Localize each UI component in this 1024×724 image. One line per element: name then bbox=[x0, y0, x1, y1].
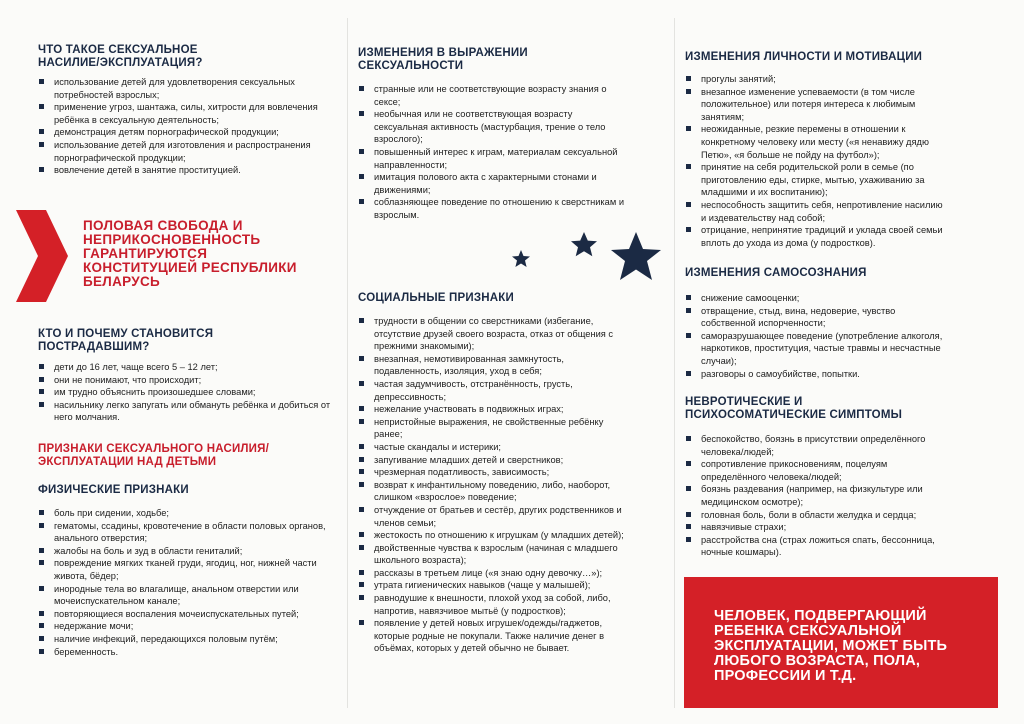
list-item: имитация полового акта с характерными стонами и движениями; bbox=[358, 171, 628, 196]
list-item: внезапная, немотивированная замкнутость, подавленность, изоляция, уход в себя; bbox=[358, 353, 628, 378]
list-item: демонстрация детям порнографической продукции; bbox=[38, 126, 338, 139]
red-arrow-icon bbox=[16, 210, 76, 302]
list-item: гематомы, ссадины, кровотечение в области половых органов, анального отверстия; bbox=[38, 520, 338, 545]
list-item: жалобы на боль и зуд в области гениталий; bbox=[38, 545, 338, 558]
list-item: беременность. bbox=[38, 646, 338, 659]
warning-banner-text: ЧЕЛОВЕК, ПОДВЕРГАЮЩИЙ РЕБЕНКА СЕКСУАЛЬНОЙ ЭКСПЛУАТАЦИИ, МОЖЕТ БЫТЬ ЛЮБОГО ВОЗРАСТА, ПОЛА, ПРОФЕССИИ И Т.Д. bbox=[714, 608, 948, 684]
section-title: ПРИЗНАКИ СЕКСУАЛЬНОГО НАСИЛИЯ/ЭКСПЛУАТАЦИИ НАД ДЕТЬМИ bbox=[38, 443, 270, 468]
list-item: равнодушие к внешности, плохой уход за собой, либо, напротив, навязчивое мытьё (у подростков); bbox=[358, 592, 628, 617]
list-item: прогулы занятий; bbox=[685, 73, 947, 86]
list-item: отчуждение от братьев и сестёр, других родственников и членов семьи; bbox=[358, 504, 628, 529]
section-title: ИЗМЕНЕНИЯ В ВЫРАЖЕНИИ СЕКСУАЛЬНОСТИ bbox=[358, 47, 528, 72]
list-item: возврат к инфантильному поведению, либо, наоборот, слишком «взрослое» поведение; bbox=[358, 479, 628, 504]
section-physical bbox=[38, 484, 338, 658]
list-item: неожиданные, резкие перемены в отношении к конкретному человеку или месту («я ненавижу дядю Петю», «я больше не пойду на футбол»); bbox=[685, 123, 947, 161]
list-item: боязнь раздевания (например, на физкультуре или медицинском осмотре); bbox=[685, 483, 947, 508]
list-item: сопротивление прикосновениям, поцелуям определённого человека/людей; bbox=[685, 458, 947, 483]
section-personality bbox=[685, 51, 947, 249]
bullet-list bbox=[358, 315, 628, 655]
medium-star-icon bbox=[571, 232, 597, 256]
list-item: жестокость по отношению к игрушкам (у младших детей); bbox=[358, 529, 628, 542]
list-item: применение угроз, шантажа, силы, хитрости для вовлечения ребёнка в сексуальную деятельность; bbox=[38, 101, 338, 126]
list-item: боль при сидении, ходьбе; bbox=[38, 507, 338, 520]
section-title: ИЗМЕНЕНИЯ САМОСОЗНАНИЯ bbox=[685, 267, 867, 279]
section-sexuality bbox=[358, 47, 628, 222]
list-item: разговоры о самоубийстве, попытки. bbox=[685, 368, 947, 381]
list-item: необычная или не соответствующая возрасту сексуальная активность (мастурбация, трение о тело взрослого); bbox=[358, 108, 628, 146]
list-item: повреждение мягких тканей груди, ягодиц, ног, нижней части живота, бёдер; bbox=[38, 557, 338, 582]
list-item: чрезмерная податливость, зависимость; bbox=[358, 466, 628, 479]
list-item: принятие на себя родительской роли в семье (по приготовлению еды, стирке, мытью, ухаживанию за младшими и их воспитанию); bbox=[685, 161, 947, 199]
section-title: СОЦИАЛЬНЫЕ ПРИЗНАКИ bbox=[358, 292, 514, 304]
stars-decoration bbox=[508, 228, 668, 298]
bullet-list bbox=[38, 361, 338, 424]
section-what-is bbox=[38, 44, 338, 177]
list-item: навязчивые страхи; bbox=[685, 521, 947, 534]
list-item: насильнику легко запугать или обмануть ребёнка и добиться от него молчания. bbox=[38, 399, 338, 424]
section-who bbox=[38, 328, 338, 424]
list-item: повторяющиеся воспаления мочеиспускательных путей; bbox=[38, 608, 338, 621]
list-item: саморазрушающее поведение (употребление алкоголя, наркотиков, проституция, частые травмы и несчастные случаи); bbox=[685, 330, 947, 368]
bullet-list bbox=[358, 83, 628, 222]
fold-line bbox=[347, 18, 348, 708]
list-item: появление у детей новых игрушек/одежды/гаджетов, которые родные не покупали. Также наличие денег в объёмах, которых у детей обычно не бывает. bbox=[358, 617, 628, 655]
list-item: вовлечение детей в занятие проституцией. bbox=[38, 164, 338, 177]
list-item: утрата гигиенических навыков (чаще у малышей); bbox=[358, 579, 628, 592]
list-item: соблазняющее поведение по отношению к сверстникам и взрослым. bbox=[358, 196, 628, 221]
large-star-icon bbox=[611, 232, 661, 280]
list-item: использование детей для изготовления и распространения порнографической продукции; bbox=[38, 139, 338, 164]
list-item: запугивание младших детей и сверстников; bbox=[358, 454, 628, 467]
list-item: частая задумчивость, отстранённость, грусть, депрессивность; bbox=[358, 378, 628, 403]
section-title: ЧТО ТАКОЕ СЕКСУАЛЬНОЕ НАСИЛИЕ/ЭКСПЛУАТАЦИЯ? bbox=[38, 44, 203, 69]
list-item: дети до 16 лет, чаще всего 5 – 12 лет; bbox=[38, 361, 338, 374]
list-item: головная боль, боли в области желудка и сердца; bbox=[685, 509, 947, 522]
constitution-motto: ПОЛОВАЯ СВОБОДА И НЕПРИКОСНОВЕННОСТЬ ГАРАНТИРУЮТСЯ КОНСТИТУЦИЕЙ РЕСПУБЛИКИ БЕЛАРУСЬ bbox=[83, 218, 297, 289]
list-item: им трудно объяснить произошедшее словами; bbox=[38, 386, 338, 399]
list-item: снижение самооценки; bbox=[685, 292, 947, 305]
list-item: двойственные чувства к взрослым (начиная с младшего школьного возраста); bbox=[358, 542, 628, 567]
list-item: отрицание, непринятие традиций и уклада своей семьи вплоть до ухода из дома (у подростков). bbox=[685, 224, 947, 249]
fold-line bbox=[674, 18, 675, 708]
list-item: непристойные выражения, не свойственные ребёнку ранее; bbox=[358, 416, 628, 441]
list-item: повышенный интерес к играм, материалам сексуальной направленности; bbox=[358, 146, 628, 171]
list-item: трудности в общении со сверстниками (избегание, отсутствие друзей своего возраста, отказ от общения с прежними знакомыми); bbox=[358, 315, 628, 353]
section-social bbox=[358, 292, 628, 655]
list-item: странные или не соответствующие возрасту знания о сексе; bbox=[358, 83, 628, 108]
section-title: КТО И ПОЧЕМУ СТАНОВИТСЯ ПОСТРАДАВШИМ? bbox=[38, 328, 214, 353]
list-item: внезапное изменение успеваемости (в том числе положительное) или потеря интереса к любимым занятиям; bbox=[685, 86, 947, 124]
warning-banner bbox=[684, 577, 998, 708]
small-star-icon bbox=[512, 250, 530, 267]
bullet-list bbox=[38, 76, 338, 177]
list-item: расстройства сна (страх ложиться спать, бессонница, ночные кошмары). bbox=[685, 534, 947, 559]
bullet-list bbox=[38, 507, 338, 658]
list-item: они не понимают, что происходит; bbox=[38, 374, 338, 387]
list-item: беспокойство, боязнь в присутствии определённого человека/людей; bbox=[685, 433, 947, 458]
section-title: ИЗМЕНЕНИЯ ЛИЧНОСТИ И МОТИВАЦИИ bbox=[685, 51, 923, 63]
section-self-awareness bbox=[685, 267, 947, 380]
section-title: НЕВРОТИЧЕСКИЕ И ПСИХОСОМАТИЧЕСКИЕ СИМПТОМЫ bbox=[685, 396, 903, 421]
list-item: отвращение, стыд, вина, недоверие, чувство собственной испорченности; bbox=[685, 305, 947, 330]
list-item: недержание мочи; bbox=[38, 620, 338, 633]
list-item: использование детей для удовлетворения сексуальных потребностей взрослых; bbox=[38, 76, 338, 101]
section-title: ФИЗИЧЕСКИЕ ПРИЗНАКИ bbox=[38, 484, 189, 496]
list-item: рассказы в третьем лице («я знаю одну девочку…»); bbox=[358, 567, 628, 580]
list-item: неспособность защитить себя, непротивление насилию и издевательству над собой; bbox=[685, 199, 947, 224]
list-item: инородные тела во влагалище, анальном отверстии или мочеиспускательном канале; bbox=[38, 583, 338, 608]
bullet-list bbox=[685, 292, 947, 380]
signs-heading bbox=[38, 443, 338, 469]
bullet-list bbox=[685, 433, 947, 559]
list-item: нежелание участвовать в подвижных играх; bbox=[358, 403, 628, 416]
list-item: частые скандалы и истерики; bbox=[358, 441, 628, 454]
section-neurotic bbox=[685, 396, 947, 559]
bullet-list bbox=[685, 73, 947, 249]
list-item: наличие инфекций, передающихся половым путём; bbox=[38, 633, 338, 646]
